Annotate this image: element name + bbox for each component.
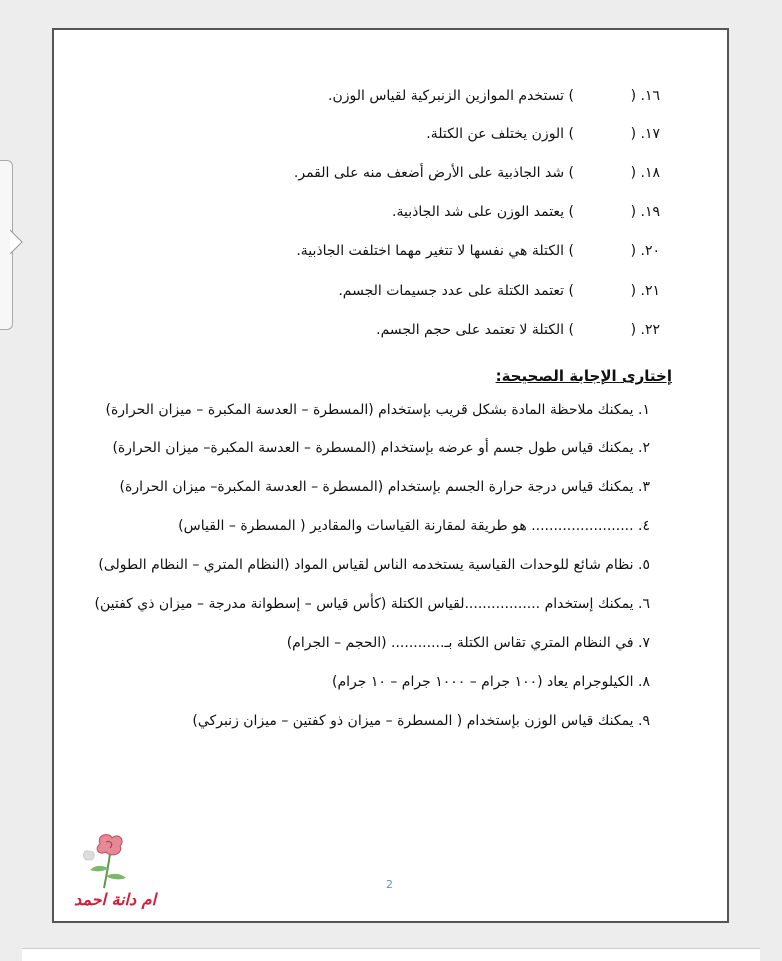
section-heading: إختارى الإجابة الصحيحة: xyxy=(495,367,672,385)
question-number: ١٧. ( xyxy=(630,126,660,142)
question-number: ٢٢. ( xyxy=(630,322,660,338)
question-text: ) الكتلة هي نفسها لا تتغير مهما اختلفت الجاذبية. xyxy=(296,243,574,259)
question-number: ٢٠. ( xyxy=(630,243,660,259)
list-item: ٩. يمكنك قياس الوزن بإستخدام ( المسطرة – ميزان ذو كفتين – ميزان زنبركي) xyxy=(192,713,650,729)
list-item: ٥. نظام شائع للوحدات القياسية يستخدمه الناس لقياس المواد (النظام المتري – النظام الطولى) xyxy=(98,557,650,573)
list-item: ٨. الكيلوجرام يعاد (١٠٠ جرام – ١٠٠٠ جرام – ١٠ جرام) xyxy=(332,674,650,690)
question-text: ) الكتلة لا تعتمد على حجم الجسم. xyxy=(376,322,574,338)
list-item: ٣. يمكنك قياس درجة حرارة الجسم بإستخدام (المسطرة – العدسة المكبرة– ميزان الحرارة) xyxy=(119,479,650,495)
document-page xyxy=(52,28,729,923)
chevron-right-icon[interactable] xyxy=(10,228,24,256)
next-page-edge xyxy=(22,948,760,961)
question-number: ١٨. ( xyxy=(630,165,660,181)
question-number: ١٩. ( xyxy=(630,204,660,220)
list-item: ٢. يمكنك قياس طول جسم أو عرضه بإستخدام (المسطرة – العدسة المكبرة– ميزان الحرارة) xyxy=(112,440,650,456)
question-number: ١٦. ( xyxy=(630,88,660,104)
question-text: ) شد الجاذبية على الأرض أضعف منه على القمر. xyxy=(293,165,574,181)
page-number: 2 xyxy=(386,878,393,891)
question-text: ) تعتمد الكتلة على عدد جسيمات الجسم. xyxy=(338,283,574,299)
logo-text: ام دانة احمد xyxy=(73,890,157,909)
question-text: ) تستخدم الموازين الزنبركية لقياس الوزن. xyxy=(328,88,574,104)
question-number: ٢١. ( xyxy=(630,283,660,299)
list-item: ٤. ....................... هو طريقة لمقارنة القياسات والمقادير ( المسطرة – القياس) xyxy=(178,518,650,534)
question-text: ) يعتمد الوزن على شد الجاذبية. xyxy=(392,204,574,220)
list-item: ٧. في النظام المتري تقاس الكتلة بـ............ (الحجم – الجرام) xyxy=(286,635,650,651)
list-item: ١. يمكنك ملاحظة المادة بشكل قريب بإستخدام (المسطرة – العدسة المكبرة – ميزان الحرارة) xyxy=(105,402,650,418)
list-item: ٦. يمكنك إستخدام .................لقياس الكتلة (كأس قياس – إسطوانة مدرجة – ميزان ذي كفتين) xyxy=(94,596,650,612)
question-text: ) الوزن يختلف عن الكتلة. xyxy=(426,126,574,142)
